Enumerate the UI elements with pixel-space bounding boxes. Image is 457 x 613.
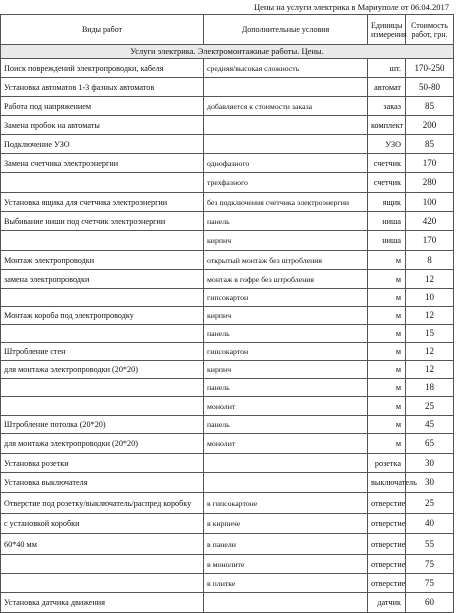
unit-cell: м xyxy=(368,307,406,325)
unit-cell: выключатель xyxy=(368,473,406,493)
work-cell: Подключение УЗО xyxy=(1,135,204,154)
table-row xyxy=(1,135,454,154)
condition-cell: панель xyxy=(204,416,368,434)
unit-cell: м xyxy=(368,251,406,270)
price-cell: 45 xyxy=(406,416,454,434)
work-cell xyxy=(1,555,204,574)
work-cell: 60*40 мм xyxy=(1,534,204,555)
price-table xyxy=(0,14,454,613)
unit-cell: м xyxy=(368,397,406,416)
unit-cell: м xyxy=(368,361,406,379)
unit-cell: м xyxy=(368,416,406,434)
condition-cell: без подключения счетчика электроэнергии xyxy=(204,193,368,212)
condition-cell: в плитке xyxy=(204,574,368,593)
table-row xyxy=(1,289,454,307)
work-cell xyxy=(1,325,204,343)
unit-cell: ниша xyxy=(368,212,406,231)
price-cell: 65 xyxy=(406,434,454,454)
unit-cell: м xyxy=(368,289,406,307)
unit-cell: ящик xyxy=(368,193,406,212)
work-cell: Установка ящика для счетчика электроэнергии xyxy=(1,193,204,212)
work-cell: Установка датчика движения xyxy=(1,593,204,613)
condition-cell: в гипсокартоне xyxy=(204,493,368,514)
unit-cell: м xyxy=(368,270,406,289)
work-cell: для монтажа электропроводки (20*20) xyxy=(1,361,204,379)
price-cell: 40 xyxy=(406,514,454,534)
work-cell xyxy=(1,289,204,307)
price-list-date-note: Цены на услуги электрика в Мариуполе от 06.04.2017 xyxy=(253,2,449,12)
table-row xyxy=(1,454,454,473)
table-row xyxy=(1,270,454,289)
table-row xyxy=(1,555,454,574)
work-cell: Штробление потолка (20*20) xyxy=(1,416,204,434)
price-cell: 55 xyxy=(406,534,454,555)
table-row xyxy=(1,251,454,270)
price-cell: 75 xyxy=(406,574,454,593)
unit-cell: м xyxy=(368,434,406,454)
condition-cell: панель xyxy=(204,325,368,343)
column-header-unit: Единицы измерения xyxy=(368,15,406,45)
work-cell: Штробление стен xyxy=(1,343,204,361)
condition-cell: кирпич xyxy=(204,231,368,251)
unit-cell: заказ xyxy=(368,97,406,116)
price-cell: 12 xyxy=(406,361,454,379)
condition-cell xyxy=(204,593,368,613)
work-cell: Монтаж электропроводки xyxy=(1,251,204,270)
work-cell: Поиск повреждений электропроводки, кабеля xyxy=(1,59,204,78)
condition-cell xyxy=(204,473,368,493)
price-cell: 200 xyxy=(406,116,454,135)
price-cell: 170 xyxy=(406,231,454,251)
price-cell: 280 xyxy=(406,173,454,193)
table-row xyxy=(1,593,454,613)
table-row xyxy=(1,397,454,416)
price-cell: 50-80 xyxy=(406,78,454,97)
unit-cell: комплект xyxy=(368,116,406,135)
unit-cell: м xyxy=(368,343,406,361)
price-cell: 12 xyxy=(406,270,454,289)
price-cell: 25 xyxy=(406,397,454,416)
price-cell: 60 xyxy=(406,593,454,613)
unit-cell: счетчик xyxy=(368,173,406,193)
price-cell: 85 xyxy=(406,135,454,154)
unit-cell: автомат xyxy=(368,78,406,97)
price-cell: 12 xyxy=(406,307,454,325)
condition-cell: трехфазного xyxy=(204,173,368,193)
condition-cell: открытый монтаж без штробления xyxy=(204,251,368,270)
unit-cell: отверстие xyxy=(368,534,406,555)
work-cell: Отверстие под розетку/выключатель/распред коробку xyxy=(1,493,204,514)
unit-cell: шт. xyxy=(368,59,406,78)
table-row xyxy=(1,534,454,555)
condition-cell xyxy=(204,78,368,97)
work-cell xyxy=(1,574,204,593)
unit-cell: отверстие xyxy=(368,514,406,534)
price-cell: 12 xyxy=(406,343,454,361)
unit-cell: м xyxy=(368,379,406,397)
price-cell: 18 xyxy=(406,379,454,397)
table-row xyxy=(1,434,454,454)
work-cell: с установкой коробки xyxy=(1,514,204,534)
price-cell: 100 xyxy=(406,193,454,212)
table-row xyxy=(1,97,454,116)
condition-cell: добавляется к стоимости заказа xyxy=(204,97,368,116)
condition-cell: гипсокартон xyxy=(204,343,368,361)
condition-cell: монолит xyxy=(204,397,368,416)
price-cell: 8 xyxy=(406,251,454,270)
work-cell: Работа под напряжением xyxy=(1,97,204,116)
work-cell: Установка выключателя xyxy=(1,473,204,493)
work-cell: для монтажа электропроводки (20*20) xyxy=(1,434,204,454)
unit-cell: отверстие xyxy=(368,574,406,593)
price-cell: 75 xyxy=(406,555,454,574)
table-row xyxy=(1,514,454,534)
price-cell: 30 xyxy=(406,454,454,473)
work-cell: Замена пробок на автоматы xyxy=(1,116,204,135)
condition-cell: панель xyxy=(204,212,368,231)
work-cell: Выбивание ниши под счетчик электроэнергии xyxy=(1,212,204,231)
unit-cell: м xyxy=(368,325,406,343)
table-row xyxy=(1,361,454,379)
price-cell: 85 xyxy=(406,97,454,116)
work-cell xyxy=(1,231,204,251)
table-row xyxy=(1,193,454,212)
unit-cell: УЗО xyxy=(368,135,406,154)
condition-cell: в кирпиче xyxy=(204,514,368,534)
condition-cell: монтаж в гофре без штробления xyxy=(204,270,368,289)
column-header-price: Стоимость работ, грн. xyxy=(406,15,454,45)
unit-cell: розетка xyxy=(368,454,406,473)
price-cell: 170 xyxy=(406,154,454,173)
column-header-conditions: Дополнительные условия xyxy=(204,15,368,45)
table-row xyxy=(1,493,454,514)
table-row xyxy=(1,307,454,325)
table-row xyxy=(1,173,454,193)
condition-cell: гипсокартон xyxy=(204,289,368,307)
condition-cell: в панели xyxy=(204,534,368,555)
table-row xyxy=(1,154,454,173)
condition-cell: средняя/высокая сложность xyxy=(204,59,368,78)
unit-cell: счетчик xyxy=(368,154,406,173)
column-header-work: Виды работ xyxy=(1,15,204,45)
price-cell: 30 xyxy=(406,473,454,493)
table-header-row xyxy=(1,15,454,45)
unit-cell: отверстие xyxy=(368,555,406,574)
unit-cell: ниша xyxy=(368,231,406,251)
unit-cell: отверстие xyxy=(368,493,406,514)
price-cell: 420 xyxy=(406,212,454,231)
condition-cell: панель xyxy=(204,379,368,397)
price-cell: 170-250 xyxy=(406,59,454,78)
work-cell: замена электропроводки xyxy=(1,270,204,289)
work-cell: Установка автоматов 1-3 фазных автоматов xyxy=(1,78,204,97)
condition-cell: в монолите xyxy=(204,555,368,574)
condition-cell: кирпич xyxy=(204,361,368,379)
condition-cell xyxy=(204,116,368,135)
work-cell: Установка розетки xyxy=(1,454,204,473)
work-cell xyxy=(1,397,204,416)
section-header-row xyxy=(1,45,454,59)
table-row xyxy=(1,574,454,593)
condition-cell: монолит xyxy=(204,434,368,454)
work-cell xyxy=(1,173,204,193)
table-row xyxy=(1,231,454,251)
section-title: Услуги электрика. Электромонтажные работы. Цены. xyxy=(1,45,454,59)
price-cell: 25 xyxy=(406,493,454,514)
table-row xyxy=(1,59,454,78)
price-cell: 10 xyxy=(406,289,454,307)
table-row xyxy=(1,116,454,135)
table-row xyxy=(1,325,454,343)
unit-cell: датчик xyxy=(368,593,406,613)
table-row xyxy=(1,343,454,361)
work-cell xyxy=(1,379,204,397)
work-cell: Замена счетчика электроэнергии xyxy=(1,154,204,173)
table-row xyxy=(1,473,454,493)
table-row xyxy=(1,379,454,397)
work-cell: Монтаж короба под электропроводку xyxy=(1,307,204,325)
condition-cell xyxy=(204,135,368,154)
table-row xyxy=(1,212,454,231)
condition-cell: кирпич xyxy=(204,307,368,325)
condition-cell xyxy=(204,454,368,473)
price-cell: 15 xyxy=(406,325,454,343)
table-row xyxy=(1,416,454,434)
condition-cell: однофазного xyxy=(204,154,368,173)
table-row xyxy=(1,78,454,97)
